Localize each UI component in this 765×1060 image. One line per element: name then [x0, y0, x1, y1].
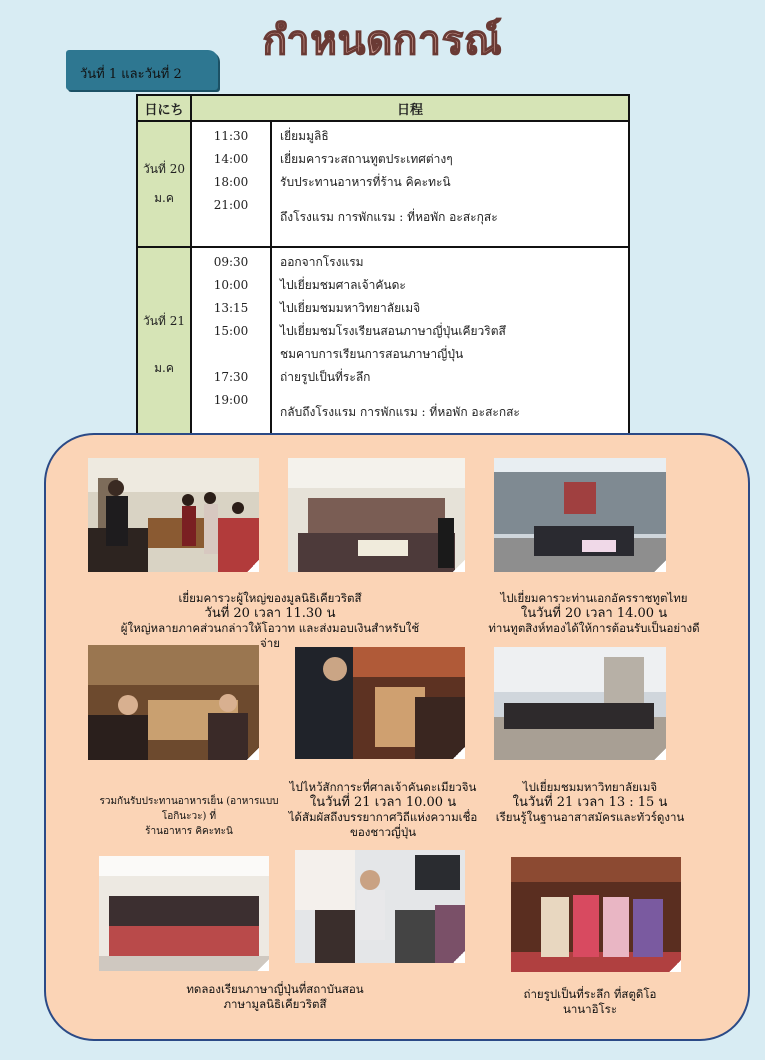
time-item — [192, 217, 270, 240]
photo-japanese-class — [295, 850, 465, 963]
time-item: 13:15 — [213, 301, 249, 315]
photo-thai-embassy — [494, 458, 666, 572]
day-label: วันที่ 21 — [143, 313, 185, 328]
caption-line: ภาษามูลนิธิเคียวริตสึ — [223, 997, 327, 1011]
caption-line: ของชาวญี่ปุ่น — [349, 825, 417, 839]
caption-line: วันที่ 20 เวลา 11.30 น — [204, 606, 336, 621]
event-item — [272, 389, 628, 401]
section-tab — [66, 50, 218, 90]
day-cell-1 — [137, 121, 191, 247]
event-item: เยี่ยมมูลิธิ — [280, 129, 329, 143]
caption-thai-embassy — [484, 591, 704, 636]
caption-line: ในวันที่ 20 เวลา 14.00 น — [520, 606, 668, 621]
caption-studio-nanairo — [500, 987, 680, 1017]
photo-kanda-shrine — [295, 647, 465, 759]
caption-line: เรียนรู้ในฐานอาสาสมัครและทัวร์ดูงาน — [495, 810, 685, 824]
photo-dinner-image — [88, 645, 259, 760]
header-date: 日にち — [137, 95, 191, 121]
photo-group-foundation — [288, 458, 465, 572]
event-cell-1 — [271, 121, 629, 247]
event-item: ออกจากโรงแรม — [280, 255, 364, 269]
caption-language-school — [180, 982, 370, 1012]
month-label: ม.ค — [154, 360, 174, 375]
time-item: 14:00 — [213, 152, 249, 166]
caption-line: ร้านอาหาร คิคะทะนิ — [145, 826, 233, 837]
schedule-header-row — [137, 95, 629, 121]
caption-foundation-visit — [120, 591, 420, 651]
caption-line: รวมกันรับประทานอาหารเย็น (อาหารแบบโอกินะวะ) ที่ — [99, 796, 279, 822]
time-cell-1 — [191, 121, 271, 247]
event-item: ไปเยี่ยมชมมหาวิทยาลัยเมจิ — [280, 301, 421, 315]
event-item — [272, 194, 628, 206]
time-item: 09:30 — [213, 255, 249, 269]
schedule-table — [136, 94, 630, 443]
caption-line: ได้สัมผัสถึงบรรยากาศวิถีแห่งความเชื่อ — [288, 810, 478, 824]
photo-thai-embassy-image — [494, 458, 666, 572]
event-cell-2 — [271, 247, 629, 442]
caption-line: ในวันที่ 21 เวลา 13 : 15 น — [512, 795, 668, 810]
photo-language-school-group-image — [99, 856, 269, 971]
caption-dinner — [94, 794, 284, 839]
event-item: ถึงโรงแรม การพักแรม : ที่หอพัก อะสะกุสะ — [280, 210, 498, 224]
event-item: รับประทานอาหารที่ร้าน คิคะทะนิ — [280, 175, 451, 189]
photo-foundation-visit-image — [88, 458, 259, 572]
time-item: 15:00 — [213, 324, 249, 338]
caption-line: ทดลองเรียนภาษาญี่ปุ่นที่สถาบันสอน — [186, 982, 364, 996]
time-item: 17:30 — [213, 370, 249, 384]
event-item: ไปเยี่ยมชมศาลเจ้าคันดะ — [280, 278, 406, 292]
caption-line: ไปไหว้สักการะที่ศาลเจ้าคันดะเมียวจิน — [289, 780, 477, 794]
photo-language-school-group — [99, 856, 269, 971]
time-item: 19:00 — [213, 393, 249, 407]
day-row-2 — [137, 247, 629, 442]
day-label: วันที่ 20 — [143, 162, 185, 176]
event-item: เยี่ยมคารวะสถานทูตประเทศต่างๆ — [280, 152, 453, 166]
photo-group-foundation-image — [288, 458, 465, 572]
caption-line: นานาอิโระ — [562, 1002, 618, 1016]
caption-kanda-shrine — [288, 780, 478, 840]
photo-kanda-shrine-image — [295, 647, 465, 759]
event-item: กลับถึงโรงแรม การพักแรม : ที่หอพัก อะสะกสะ — [280, 405, 520, 419]
time-item — [192, 343, 270, 366]
photo-dinner — [88, 645, 259, 760]
event-item: ถ่ายรูปเป็นที่ระลึก — [280, 370, 371, 384]
time-item: 21:00 — [213, 198, 249, 212]
section-tab-label: วันที่ 1 และวันที่ 2 — [80, 67, 182, 82]
photo-foundation-visit — [88, 458, 259, 572]
caption-line: ไปเยี่ยมชมมหาวิทยาลัยเมจิ — [522, 780, 658, 794]
photo-japanese-class-image — [295, 850, 465, 963]
photo-meiji-university-image — [494, 647, 666, 760]
event-item: ไปเยี่ยมชมโรงเรียนสอนภาษาญี่ปุ่นเคียวริตสึ — [280, 324, 506, 338]
caption-meiji-university — [490, 780, 690, 825]
time-item — [192, 412, 270, 435]
event-item: ชมคาบการเรียนการสอนภาษาญี่ปุ่น — [280, 347, 464, 361]
time-item: 10:00 — [213, 278, 249, 292]
photo-studio-nanairo — [511, 857, 681, 972]
day-row-1 — [137, 121, 629, 247]
caption-line: ในวันที่ 21 เวลา 10.00 น — [309, 795, 457, 810]
caption-line: เยี่ยมคารวะผู้ใหญ่ของมูลนิธิเคียวริตสึ — [178, 591, 362, 605]
caption-line: ผู้ใหญ่หลายภาคส่วนกล่าวให้โอวาท และส่งมอบเงินสำหรับใช้จ่าย — [120, 621, 420, 650]
caption-line: ท่านทูตสิงห์ทองได้ให้การต้อนรับเป็นอย่างดี — [488, 621, 700, 635]
time-cell-2 — [191, 247, 271, 442]
day-cell-2 — [137, 247, 191, 442]
header-schedule: 日程 — [191, 95, 629, 121]
page-title: กำหนดการณ์ — [262, 18, 503, 64]
time-item: 11:30 — [213, 129, 249, 143]
time-item: 18:00 — [213, 175, 249, 189]
photo-studio-nanairo-image — [511, 857, 681, 972]
caption-line: ถ่ายรูปเป็นที่ระลึก ที่สตูดิโอ — [523, 987, 657, 1001]
month-label: ม.ค — [154, 191, 174, 205]
caption-line: ไปเยี่ยมคารวะท่านเอกอัครราชทูตไทย — [500, 591, 688, 605]
photo-meiji-university — [494, 647, 666, 760]
